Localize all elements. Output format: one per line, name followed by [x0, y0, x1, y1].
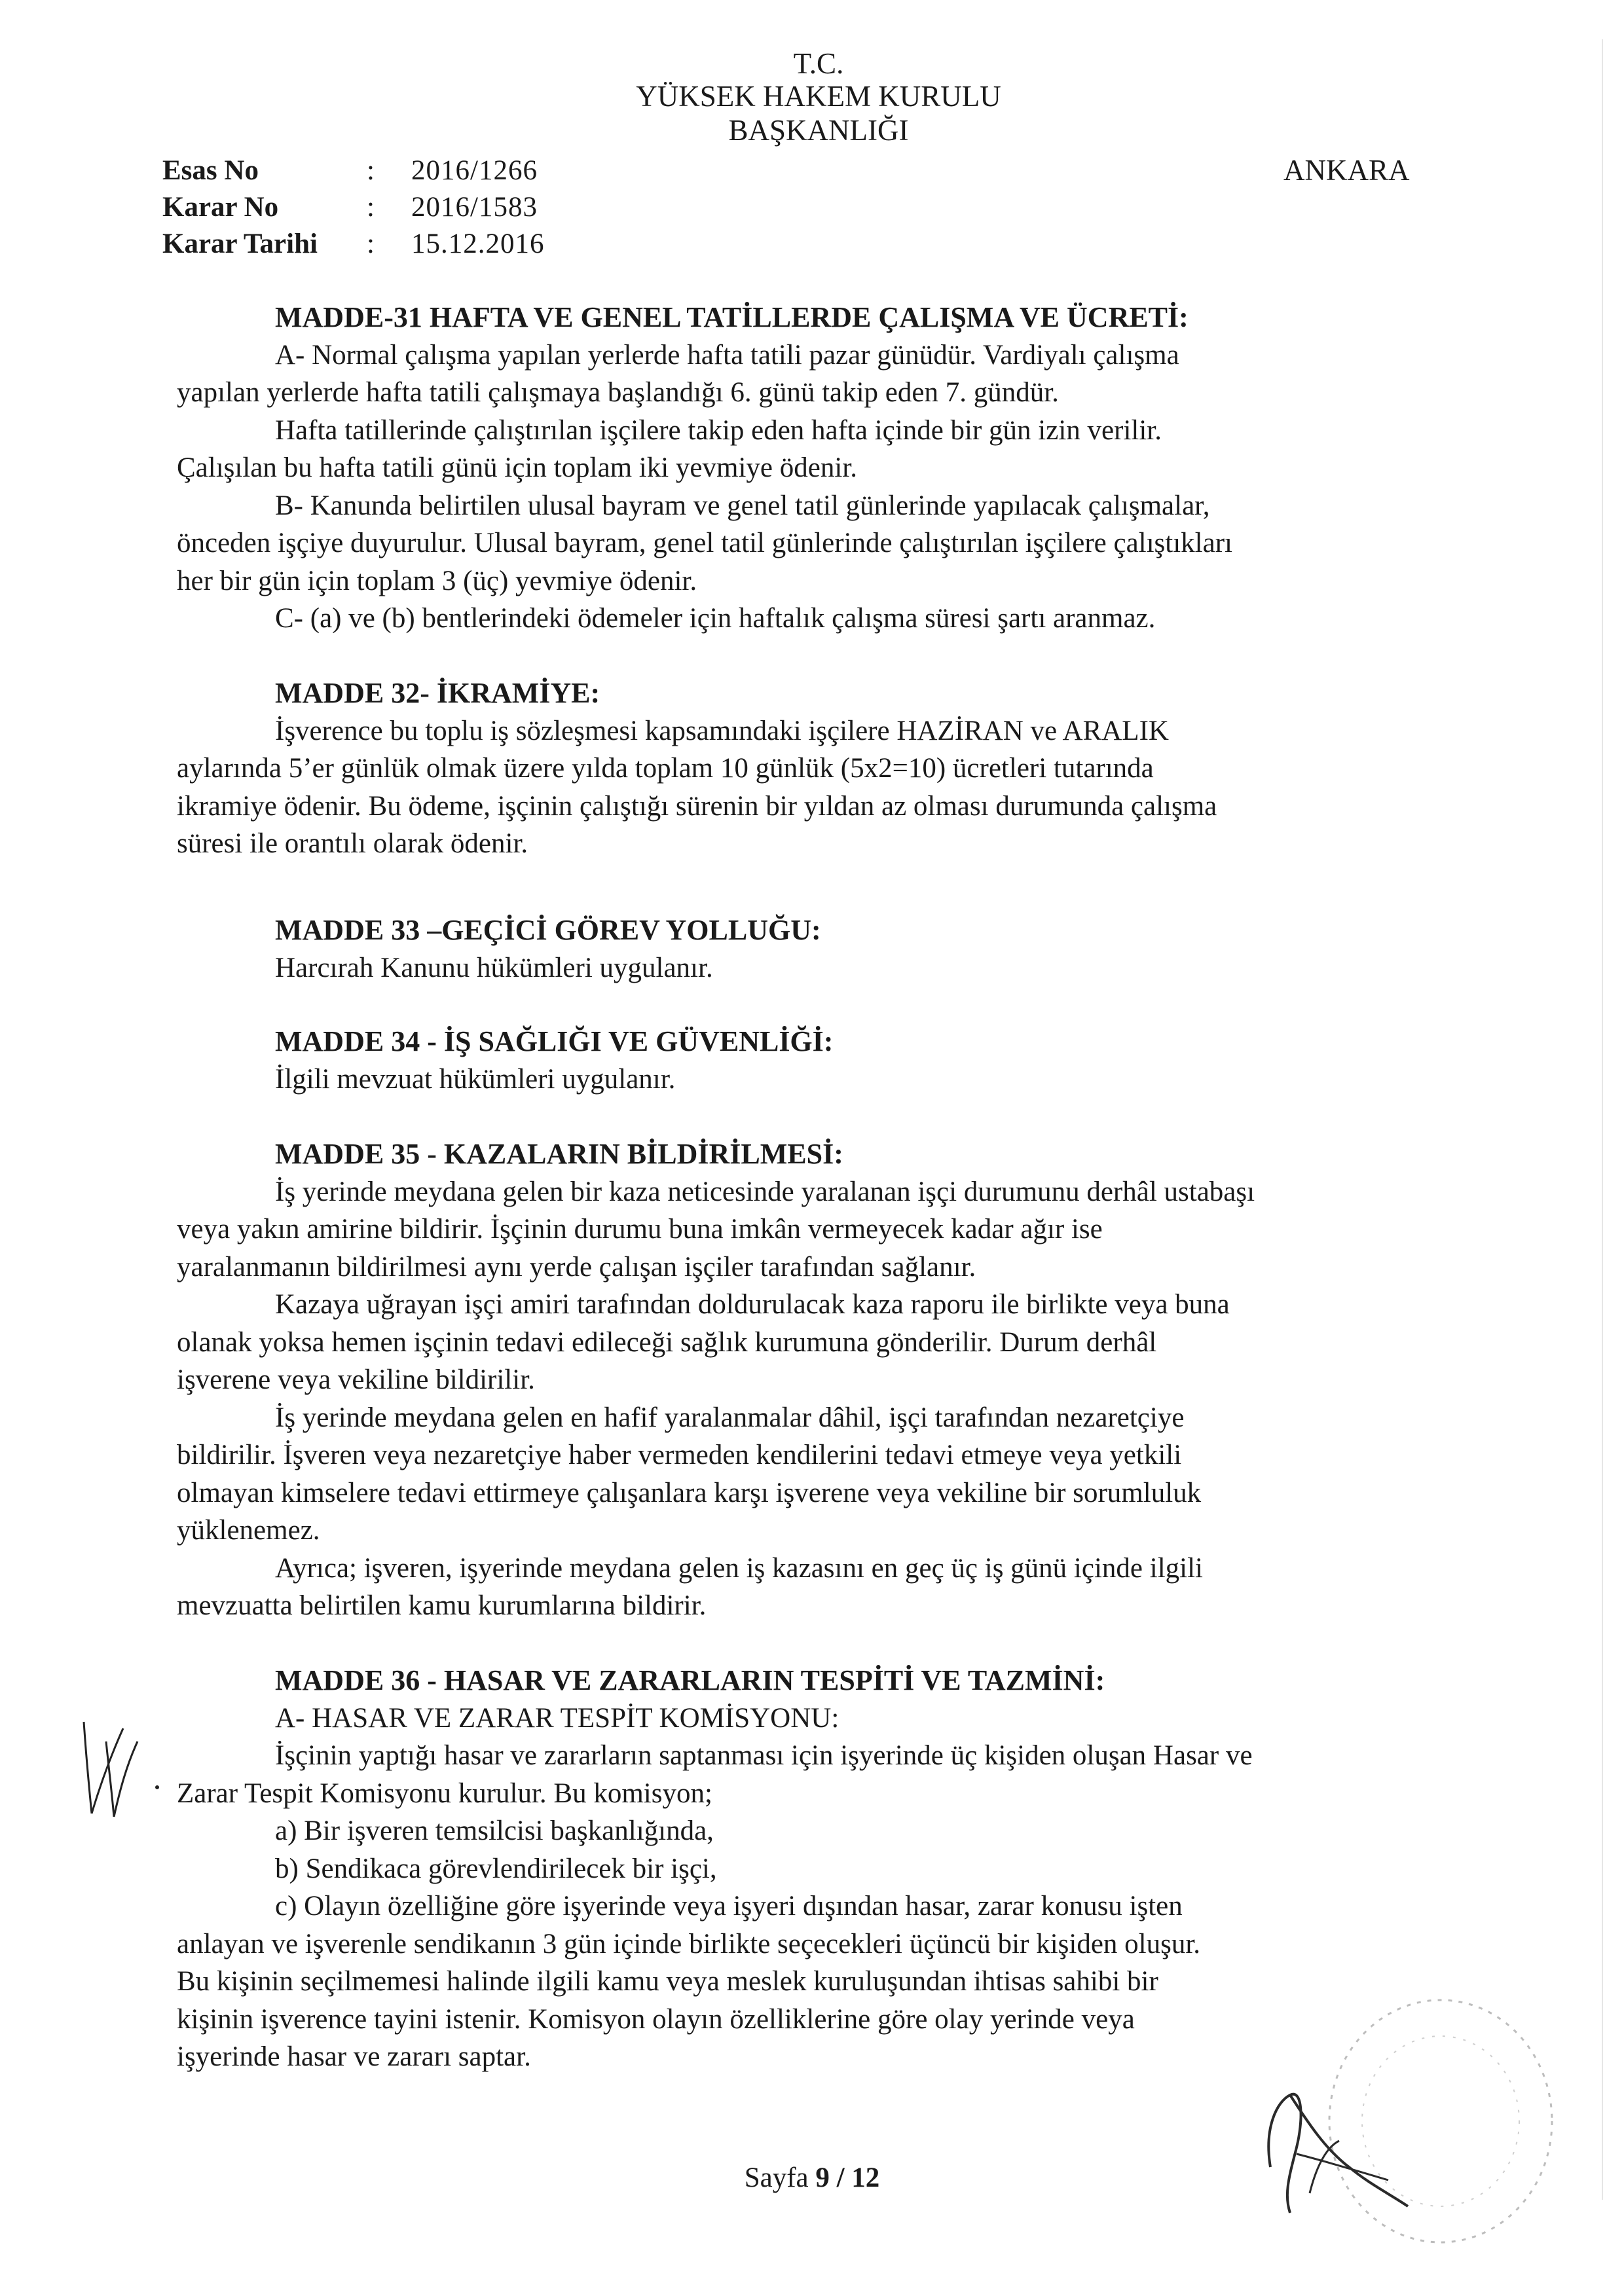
madde-36-subheading: A- HASAR VE ZARAR TESPİT KOMİSYONU:	[275, 1702, 840, 1734]
meta-colon: :	[367, 228, 375, 259]
madde-31-line: C- (a) ve (b) bentlerindeki ödemeler için haftalık çalışma süresi şartı aranmaz.	[275, 603, 1156, 634]
madde-35-heading: MADDE 35 - KAZALARIN BİLDİRİLMESİ:	[275, 1138, 843, 1170]
madde-36-line: Zarar Tespit Komisyonu kurulur. Bu komisyon;	[177, 1777, 712, 1809]
madde-32	[177, 674, 1405, 863]
header-institution: YÜKSEK HAKEM KURULU	[636, 80, 1001, 113]
madde-34	[177, 1023, 1405, 1098]
madde-35-line: yüklenemez.	[177, 1515, 320, 1546]
meta-label-tarih: Karar Tarihi	[162, 228, 318, 259]
madde-31-line: yapılan yerlerde hafta tatili çalışmaya başlandığı 6. günü takip eden 7. gündür.	[177, 377, 1059, 408]
madde-31-line: B- Kanunda belirtilen ulusal bayram ve genel tatil günlerinde yapılacak çalışmalar,	[275, 490, 1210, 521]
madde-35-line: İş yerinde meydana gelen bir kaza neticesinde yaralanan işçi durumunu derhâl ustabaşı	[275, 1176, 1255, 1207]
madde-32-line: süresi ile orantılı olarak ödenir.	[177, 828, 528, 859]
madde-32-line: İşverence bu toplu iş sözleşmesi kapsamındaki işçilere HAZİRAN ve ARALIK	[275, 715, 1169, 746]
madde-35	[177, 1135, 1405, 1625]
header-tc: T.C.	[793, 47, 844, 80]
header-department: BAŞKANLIĞI	[728, 114, 909, 147]
meta-label-esas: Esas No	[162, 155, 259, 186]
madde-35-line: yaralanmanın bildirilmesi aynı yerde çalışan işçiler tarafından sağlanır.	[177, 1251, 976, 1283]
madde-36-line: anlayan ve işverenle sendikanın 3 gün içinde birlikte seçecekleri üçüncü bir kişiden oluşur.	[177, 1928, 1201, 1959]
madde-34-line: İlgili mevzuat hükümleri uygulanır.	[275, 1063, 676, 1095]
madde-31	[177, 299, 1405, 638]
madde-35-line: Ayrıca; işveren, işyerinde meydana gelen iş kazasını en geç üç iş günü içinde ilgili	[275, 1552, 1203, 1584]
madde-33	[177, 911, 1405, 987]
madde-31-line: A- Normal çalışma yapılan yerlerde hafta tatili pazar günüdür. Vardiyalı çalışma	[275, 339, 1179, 371]
footer-prefix: Sayfa	[744, 2162, 816, 2193]
madde-36-line: işyerinde hasar ve zararı saptar.	[177, 2041, 531, 2072]
madde-36-line: İşçinin yaptığı hasar ve zararların saptanması için işyerinde üç kişiden oluşan Hasar ve	[275, 1740, 1253, 1771]
madde-31-line: önceden işçiye duyurulur. Ulusal bayram, genel tatil günlerinde çalıştırılan işçilere çalıştıkları	[177, 528, 1232, 558]
madde-34-heading: MADDE 34 - İŞ SAĞLIĞI VE GÜVENLİĞİ:	[275, 1025, 834, 1057]
madde-35-line: İş yerinde meydana gelen en hafif yaralanmalar dâhil, işçi tarafından nezaretçiye	[275, 1402, 1185, 1433]
meta-value-karar: 2016/1583	[411, 192, 538, 223]
madde-36-item-a: a) Bir işveren temsilcisi başkanlığında,	[275, 1815, 714, 1846]
madde-35-line: olmayan kimselere tedavi ettirmeye çalışanlara karşı işverene veya vekiline bir sorumluluk	[177, 1477, 1202, 1508]
madde-31-line: Hafta tatillerinde çalıştırılan işçilere takip eden hafta içinde bir gün izin verilir.	[275, 414, 1162, 446]
footer-separator: /	[829, 2162, 852, 2193]
madde-31-line: Çalışılan bu hafta tatili günü için toplam iki yevmiye ödenir.	[177, 452, 857, 483]
footer-page-number: 9	[815, 2162, 830, 2193]
madde-31-heading: MADDE-31 HAFTA VE GENEL TATİLLERDE ÇALIŞMA VE ÜCRETİ:	[275, 301, 1189, 333]
madde-35-line: veya yakın amirine bildirir. İşçinin durumu buna imkân vermeyecek kadar ağır ise	[177, 1214, 1103, 1245]
madde-35-line: işverene veya vekiline bildirilir.	[177, 1364, 535, 1395]
header-city: ANKARA	[1283, 154, 1410, 187]
madde-36-heading: MADDE 36 - HASAR VE ZARARLARIN TESPİTİ VE TAZMİNİ:	[275, 1664, 1105, 1696]
meta-value-tarih: 15.12.2016	[411, 228, 545, 259]
madde-33-line: Harcırah Kanunu hükümleri uygulanır.	[275, 952, 713, 983]
madde-35-line: mevzuatta belirtilen kamu kurumlarına bildirir.	[177, 1590, 707, 1621]
meta-value-esas: 2016/1266	[411, 155, 538, 186]
meta-colon: :	[367, 155, 375, 186]
madde-36-line: Bu kişinin seçilmemesi halinde ilgili kamu veya meslek kuruluşundan ihtisas sahibi bir	[177, 1966, 1158, 1997]
meta-colon: :	[367, 192, 375, 223]
page-footer	[0, 2162, 1624, 2194]
madde-36-item-c: c) Olayın özelliğine göre işyerinde veya işyeri dışından hasar, zarar konusu işten	[275, 1891, 1183, 1922]
madde-32-line: aylarında 5’er günlük olmak üzere yılda toplam 10 günlük (5x2=10) ücretleri tutarında	[177, 753, 1154, 784]
meta-label-karar: Karar No	[162, 192, 279, 223]
madde-36-line: kişinin işverence tayini istenir. Komisyon olayın özelliklerine göre olay yerinde veya	[177, 2003, 1135, 2035]
footer-page-total: 12	[851, 2162, 880, 2193]
madde-31-line: her bir gün için toplam 3 (üç) yevmiye ödenir.	[177, 565, 697, 596]
madde-32-line: ikramiye ödenir. Bu ödeme, işçinin çalıştığı sürenin bir yıldan az olması durumunda çalışma	[177, 790, 1217, 822]
madde-36-item-b: b) Sendikaca görevlendirilecek bir işçi,	[275, 1853, 717, 1884]
madde-33-heading: MADDE 33 –GEÇİCİ GÖREV YOLLUĞU:	[275, 914, 821, 946]
madde-32-heading: MADDE 32- İKRAMİYE:	[275, 677, 600, 709]
margin-initials-signature	[65, 1702, 170, 1833]
madde-35-line: Kazaya uğrayan işçi amiri tarafından doldurulacak kaza raporu ile birlikte veya buna	[275, 1289, 1230, 1320]
scan-edge-line	[1602, 39, 1603, 2200]
signature-and-stamp	[1192, 1997, 1559, 2272]
madde-35-line: olanak yoksa hemen işçinin tedavi edileceği sağlık kurumuna gönderilir. Durum derhâl	[177, 1326, 1157, 1358]
madde-35-line: bildirilir. İşveren veya nezaretçiye haber vermeden kendilerini tedavi etmeye veya yetkili	[177, 1440, 1182, 1470]
